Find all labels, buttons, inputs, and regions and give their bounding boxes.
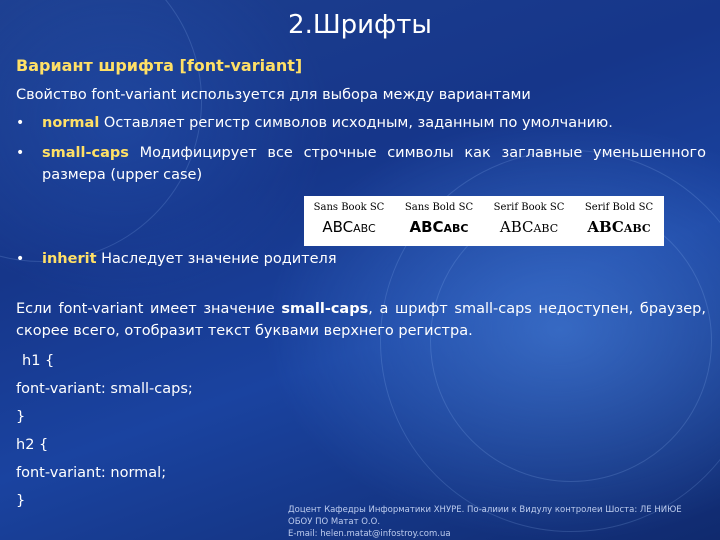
bullet-content	[42, 112, 706, 134]
bullet-text: Оставляет регистр символов исходным, заданным по умолчанию.	[99, 115, 613, 131]
paragraph-keyword: small-caps	[281, 301, 369, 317]
font-sample-text: ABCABC	[587, 218, 651, 236]
font-sample-text: ABCABC	[499, 218, 559, 236]
bullet-keyword: normal	[42, 115, 100, 131]
bullet-inherit	[16, 248, 706, 270]
code-line: }	[16, 493, 26, 509]
bullet-dot-icon: •	[16, 115, 25, 131]
bullet-keyword: small-caps	[42, 145, 129, 161]
font-sample-text: ABCABC	[322, 218, 376, 236]
font-sample	[574, 196, 664, 246]
code-line: h2 {	[16, 437, 49, 453]
footer-email: E-mail: helen.matat@infostroy.com.ua	[288, 529, 451, 539]
font-sample	[304, 196, 394, 246]
bullet-normal	[16, 112, 706, 134]
bullet-text: Наследует значение родителя	[96, 251, 337, 267]
code-line: font-variant: small-caps;	[16, 381, 193, 397]
font-sample-caption: Serif Book SC	[493, 202, 565, 213]
code-line: h1 {	[22, 353, 55, 369]
intro-text: Свойство font-variant используется для выбора между вариантами	[16, 87, 531, 103]
font-sample-caption: Sans Book SC	[313, 202, 385, 213]
bullet-content	[42, 248, 706, 270]
slide-subtitle: Вариант шрифта [font-variant]	[16, 56, 303, 75]
font-sample	[484, 196, 574, 246]
footer-credits	[288, 504, 708, 540]
paragraph-text: Если font-variant имеет значение	[16, 301, 282, 317]
explanation-paragraph	[16, 298, 706, 342]
bullet-keyword: inherit	[42, 251, 97, 267]
font-sample-caption: Sans Bold SC	[404, 202, 474, 213]
bullet-dot-icon: •	[16, 145, 25, 161]
font-samples-image	[304, 196, 664, 246]
font-sample	[394, 196, 484, 246]
code-line: font-variant: normal;	[16, 465, 167, 481]
slide-title: 2.Шрифты	[288, 10, 432, 40]
font-sample-text: ABCABC	[409, 218, 469, 236]
font-sample-caption: Serif Bold SC	[584, 202, 654, 213]
bullet-small-caps	[16, 142, 706, 186]
bullet-dot-icon: •	[16, 251, 25, 267]
bullet-text: Модифицирует все строчные символы как заглавные уменьшенного размера (upper case)	[42, 145, 706, 183]
bullet-content	[42, 142, 706, 186]
code-line: }	[16, 409, 26, 425]
paragraph-text: , а шрифт small-caps недоступен, браузер, скорее всего, отобразит текст буквами верхнего регистра.	[16, 301, 706, 339]
footer-line: Доцент Кафедры Информатики ХНУРЕ. По-алиии к Видулу контролеи Шоста: ЛЕ НИЮЕ ОБОУ ПО Матат О.О.	[288, 505, 682, 527]
